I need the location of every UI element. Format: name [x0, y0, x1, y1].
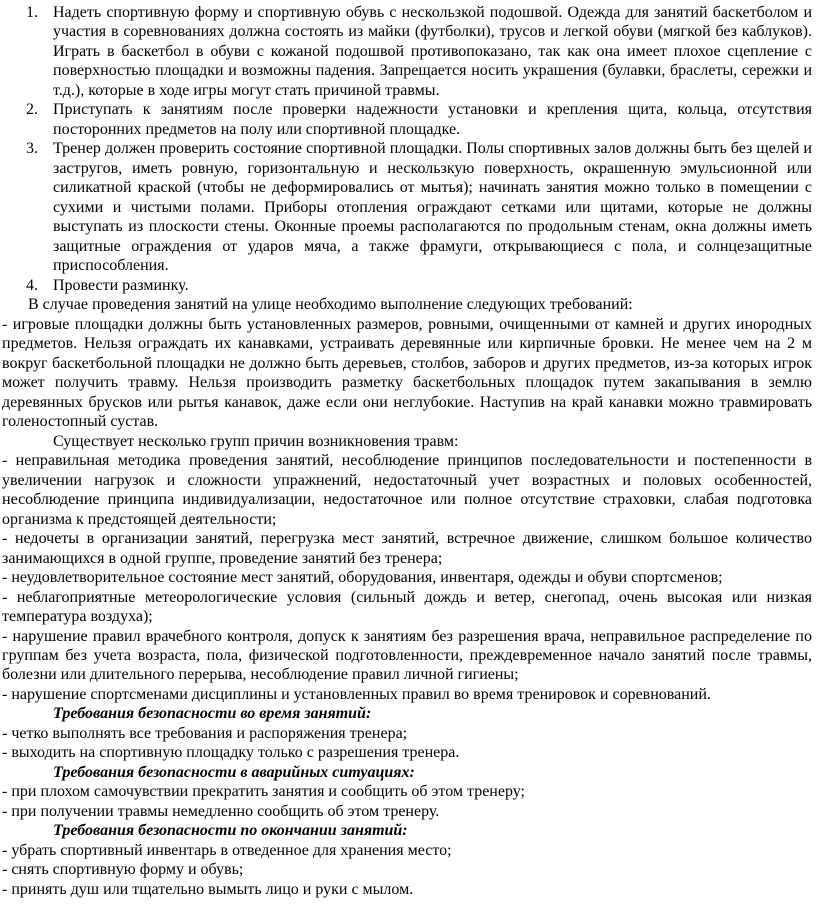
- item-text: Надеть спортивную форму и спортивную обувь с нескользкой подошвой. Одежда для занятий баскетболом и участия в соревнованиях должна состоять из майки (футболки), трусов и легкой обуви (мягкой без каблуков). Играть в баскетбол в обуви с кожаной подошвой противопоказано, так как она имеет плохое сцепление с поверхностью площадки и возможны падения. Запрещается носить украшения (булавки, браслеты, сережки и т.д.), которые в ходе игры могут стать причиной травмы.: [53, 4, 812, 99]
- paragraph: - выходить на спортивную площадку только с разрешения тренера.: [2, 744, 460, 762]
- section-heading: Требования безопасности во время занятий:: [53, 705, 372, 723]
- item-number: 4.: [26, 276, 38, 294]
- paragraph: - снять спортивную форму и обувь;: [2, 861, 244, 879]
- paragraph: - четко выполнять все требования и распоряжения тренера;: [2, 724, 408, 742]
- numbered-item: [2, 139, 812, 275]
- item-number: 3.: [26, 140, 38, 158]
- paragraph: - нарушение спортсменами дисциплины и установленных правил во время тренировок и соревнований.: [2, 685, 711, 703]
- paragraph: В случае проведения занятий на улице необходимо выполнение следующих требований:: [28, 296, 633, 314]
- paragraph: - недочеты в организации занятий, перегрузка мест занятий, встречное движение, слишком большое количество занимающихся в одной группе, проведение занятий без тренера;: [2, 530, 812, 567]
- paragraph: - при плохом самочувствии прекратить занятия и сообщить об этом тренеру;: [2, 783, 525, 801]
- item-text: Приступать к занятиям после проверки надежности установки и крепления щита, кольца, отсутствия посторонних предметов на полу или спортивной площадке.: [53, 101, 812, 138]
- paragraph: - неудовлетворительное состояние мест занятий, оборудования, инвентаря, одежды и обуви спортсменов;: [2, 569, 723, 587]
- paragraph: - игровые площадки должны быть установленных размеров, ровными, очищенными от камней и других инородных предметов. Нельзя ограждать их канавками, устраивать деревянные или кирпичные бровки. Не менее чем на 2 м вокруг баскетбольной площадки не должно быть деревьев, столбов, заборов и других предметов, из-за которых игрок может получить травму. Нельзя производить разметку баскетбольных площадок путем закапывания в землю деревянных брусков или рытья канавок, даже если они неглубокие. Наступив на край канавки можно травмировать голеностопный сустав.: [2, 315, 812, 431]
- numbered-item: [2, 276, 812, 295]
- paragraph: Существует несколько групп причин возникновения травм:: [53, 432, 459, 450]
- paragraph: - нарушение правил врачебного контроля, допуск к занятиям без разрешения врача, неправильное распределение по группам без учета возраста, пола, физической подготовленности, преждевременное начало занятий после травмы, болезни или длительного перерыва, несоблюдение правил личной гигиены;: [2, 627, 812, 684]
- paragraph: - убрать спортивный инвентарь в отведенное для хранения место;: [2, 841, 452, 859]
- item-number: 1.: [26, 4, 38, 21]
- section-heading: Требования безопасности по окончании занятий:: [53, 822, 408, 840]
- section-heading: Требования безопасности в аварийных ситуациях:: [53, 763, 415, 781]
- paragraph: - неблагоприятные метеорологические условия (сильный дождь и ветер, снегопад, очень высокая или низкая температура воздуха);: [2, 588, 812, 626]
- numbered-item: [2, 100, 812, 139]
- paragraph: - неправильная методика проведения занятий, несоблюдение принципов последовательности и постепенности в увеличении нагрузок и сложности упражнений, недостаточный учет возрастных и половых особенностей, несоблюдение принципа индивидуализации, недостаточное или полное отсутствие страховки, слабая подготовка организма к предстоящей деятельности;: [2, 452, 812, 528]
- item-number: 2.: [26, 101, 38, 119]
- numbered-item: [2, 3, 812, 100]
- paragraph: - принять душ или тщательно вымыть лицо и руки с мылом.: [2, 880, 414, 898]
- item-text: Тренер должен проверить состояние спортивной площадки. Полы спортивных залов должны быть без щелей и застругов, иметь ровную, горизонтальную и нескользкую поверхность, окрашенную эмульсионной или силикатной краской (чтобы не деформировались от мытья); начинать занятия можно только в помещении с сухими и чистыми полами. Приборы отопления ограждают сетками или щитами, которые не должны выступать из плоскости стены. Оконные проемы располагаются по продольным стенам, окна должны иметь защитные ограждения от ударов мяча, а также фрамуги, открывающиеся с пола, и солнцезащитные приспособления.: [53, 140, 812, 275]
- item-text: Провести разминку.: [53, 276, 189, 294]
- paragraph: - при получении травмы немедленно сообщить об этом тренеру.: [2, 802, 440, 820]
- document-body: [2, 3, 812, 899]
